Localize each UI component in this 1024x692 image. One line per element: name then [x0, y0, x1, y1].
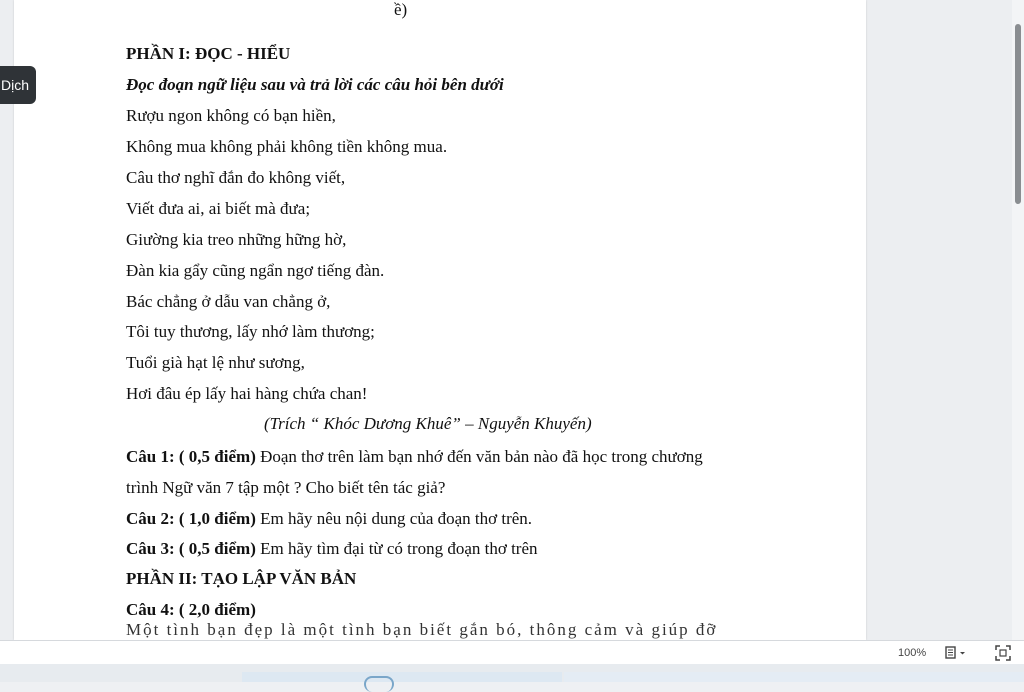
translate-button[interactable]: Dịch	[0, 66, 36, 104]
question-4-label: Câu 4: ( 2,0 điểm)	[126, 600, 256, 619]
question-2	[126, 509, 532, 529]
question-3-label: Câu 3: ( 0,5 điểm)	[126, 539, 256, 558]
document-page	[14, 0, 866, 640]
question-1	[126, 447, 703, 467]
taskbar-app-area	[564, 672, 1024, 682]
instruction-text: Đọc đoạn ngữ liệu sau và trả lời các câu hỏi bên dưới	[126, 75, 504, 94]
question-2-text: Em hãy nêu nội dung của đoạn thơ trên.	[255, 509, 533, 528]
scrollbar-thumb[interactable]	[1015, 24, 1021, 204]
taskbar-app-area	[242, 672, 562, 682]
poem-line: Đàn kia gẩy cũng ngẩn ngơ tiếng đàn.	[126, 261, 385, 280]
zoom-level[interactable]: 100%	[898, 647, 927, 659]
page-layout-icon[interactable]	[945, 646, 967, 660]
poem-line: Hơi đâu ép lấy hai hàng chứa chan!	[126, 384, 368, 403]
question-1-label: Câu 1: ( 0,5 điểm)	[126, 447, 256, 466]
question-1-text: Đoạn thơ trên làm bạn nhớ đến văn bản nào đã học trong chương	[255, 447, 703, 466]
poem-line: Tôi tuy thương, lấy nhớ làm thương;	[126, 322, 375, 341]
question-1-continued: trình Ngữ văn 7 tập một ? Cho biết tên tác giả?	[126, 478, 446, 497]
section1-title: PHẦN I: ĐỌC - HIỂU	[126, 44, 291, 63]
poem-citation: (Trích “ Khóc Dương Khuê” – Nguyễn Khuyến)	[264, 414, 592, 433]
question-2-label: Câu 2: ( 1,0 điểm)	[126, 509, 256, 528]
question-3	[126, 539, 538, 559]
chevron-down-icon	[960, 652, 965, 655]
bottom-text-fragment: Một tình bạn đẹp là một tình bạn biết gắn bó, thông cảm và giúp đỡ	[126, 620, 718, 639]
fit-screen-icon[interactable]	[995, 645, 1011, 661]
poem-line: Giường kia treo những hững hờ,	[126, 230, 347, 249]
poem-line: Bác chẳng ở dẫu van chẳng ở,	[126, 292, 331, 311]
poem-line: Không mua không phải không tiền không mua.	[126, 137, 448, 156]
vertical-scrollbar[interactable]	[1012, 0, 1024, 640]
poem-line: Tuổi già hạt lệ như sương,	[126, 353, 305, 372]
poem-line: Câu thơ nghĩ đắn đo không viết,	[126, 168, 346, 187]
poem-line: Rượu ngon không có bạn hiền,	[126, 106, 336, 125]
status-bar	[0, 640, 1024, 665]
section2-title: PHẦN II: TẠO LẬP VĂN BẢN	[126, 569, 357, 588]
taskbar-app-icon[interactable]	[364, 676, 394, 692]
poem-line: Viết đưa ai, ai biết mà đưa;	[126, 199, 311, 218]
top-text-fragment: ề)	[394, 0, 408, 19]
question-3-text: Em hãy tìm đại từ có trong đoạn thơ trên	[255, 539, 538, 558]
